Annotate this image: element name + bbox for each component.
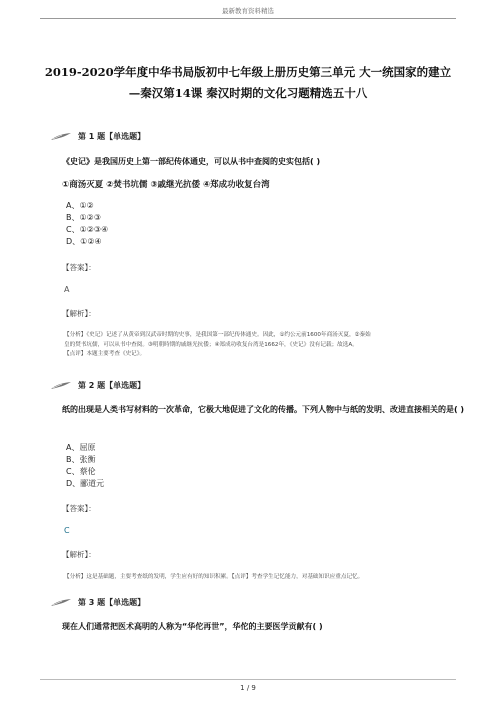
analysis-line: 【分析】这是基础题，主要考查纸的发明，学生应有好的知识积累。【点评】考查学生记忆能力，对基础知识应重点记忆。	[64, 574, 364, 580]
question-1-option-c: C、①②③④	[66, 225, 109, 234]
question-1-heading	[50, 131, 145, 142]
question-1-stem: 《史记》是我国历史上第一部纪传体通史，可以从书中查阅的史实包括( )	[62, 157, 321, 166]
pen-icon	[50, 132, 72, 142]
question-3-heading	[50, 597, 145, 608]
question-2-answer: C	[64, 526, 70, 535]
question-2-stem: 纸的出现是人类书写材料的一次革命，它极大地促进了文化的传播。下列人物中与纸的发明、改进直接相关的是( )	[62, 405, 465, 414]
question-1-analysis	[64, 331, 454, 360]
question-2-heading	[50, 380, 145, 391]
question-1-answer-label: 【答案】：	[62, 263, 96, 272]
page-header: 最新教育资料精选	[222, 7, 274, 15]
question-2-option-b: B、张衡	[66, 455, 96, 464]
page-number: 1 / 9	[240, 684, 256, 692]
footer-divider	[40, 679, 456, 680]
analysis-line: 皇的焚书坑儒，可以从书中查阅。③明朝時期的戚继光抗倭；④郑成功收复台湾是1662年，《史记》没有记载；故选A。	[64, 341, 358, 348]
header-divider	[40, 18, 456, 19]
question-1-heading-text: 第 1 题【单选题】	[78, 132, 146, 141]
question-1-option-b: B、①②③	[66, 213, 102, 222]
pen-icon	[50, 598, 72, 608]
question-2-option-a: A、屈原	[66, 443, 96, 452]
document-title-line-1: 2019-2020学年度中华书局版初中七年级上册历史第三单元 大一统国家的建立	[44, 65, 452, 79]
document-title-line-2: —秦汉第14课 秦汉时期的文化习题精选五十八	[128, 86, 368, 100]
question-1-option-d: D、①②④	[66, 237, 102, 246]
analysis-line: 【点评】本题主要考查《史记》。	[64, 351, 146, 357]
question-2-analysis-label: 【解析】：	[62, 550, 96, 559]
question-2-option-d: D、郦道元	[66, 479, 105, 488]
question-2-heading-text: 第 2 题【单选题】	[78, 381, 146, 390]
question-1-option-a: A、①②	[66, 201, 94, 210]
question-2-analysis	[64, 573, 454, 583]
question-1-items: ①商汤灭夏 ②焚书坑儒 ③戚继光抗倭 ④郑成功收复台湾	[62, 180, 270, 190]
question-2-option-c: C、蔡伦	[66, 467, 96, 476]
question-2-answer-label: 【答案】：	[62, 504, 96, 513]
analysis-line: 【分析】《史记》记述了从黄帝到汉武帝时期的史事，是我国第一部纪传体通史。因此，①约公元前1600年商汤灭夏，②秦始	[64, 332, 371, 338]
pen-icon	[50, 381, 72, 391]
question-1-answer: A	[64, 285, 70, 294]
question-1-analysis-label: 【解析】：	[62, 309, 96, 318]
question-3-heading-text: 第 3 题【单选题】	[78, 598, 146, 607]
question-3-stem: 现在人们通常把医术高明的人称为“华佗再世”，华佗的主要医学贡献有( )	[62, 622, 323, 631]
